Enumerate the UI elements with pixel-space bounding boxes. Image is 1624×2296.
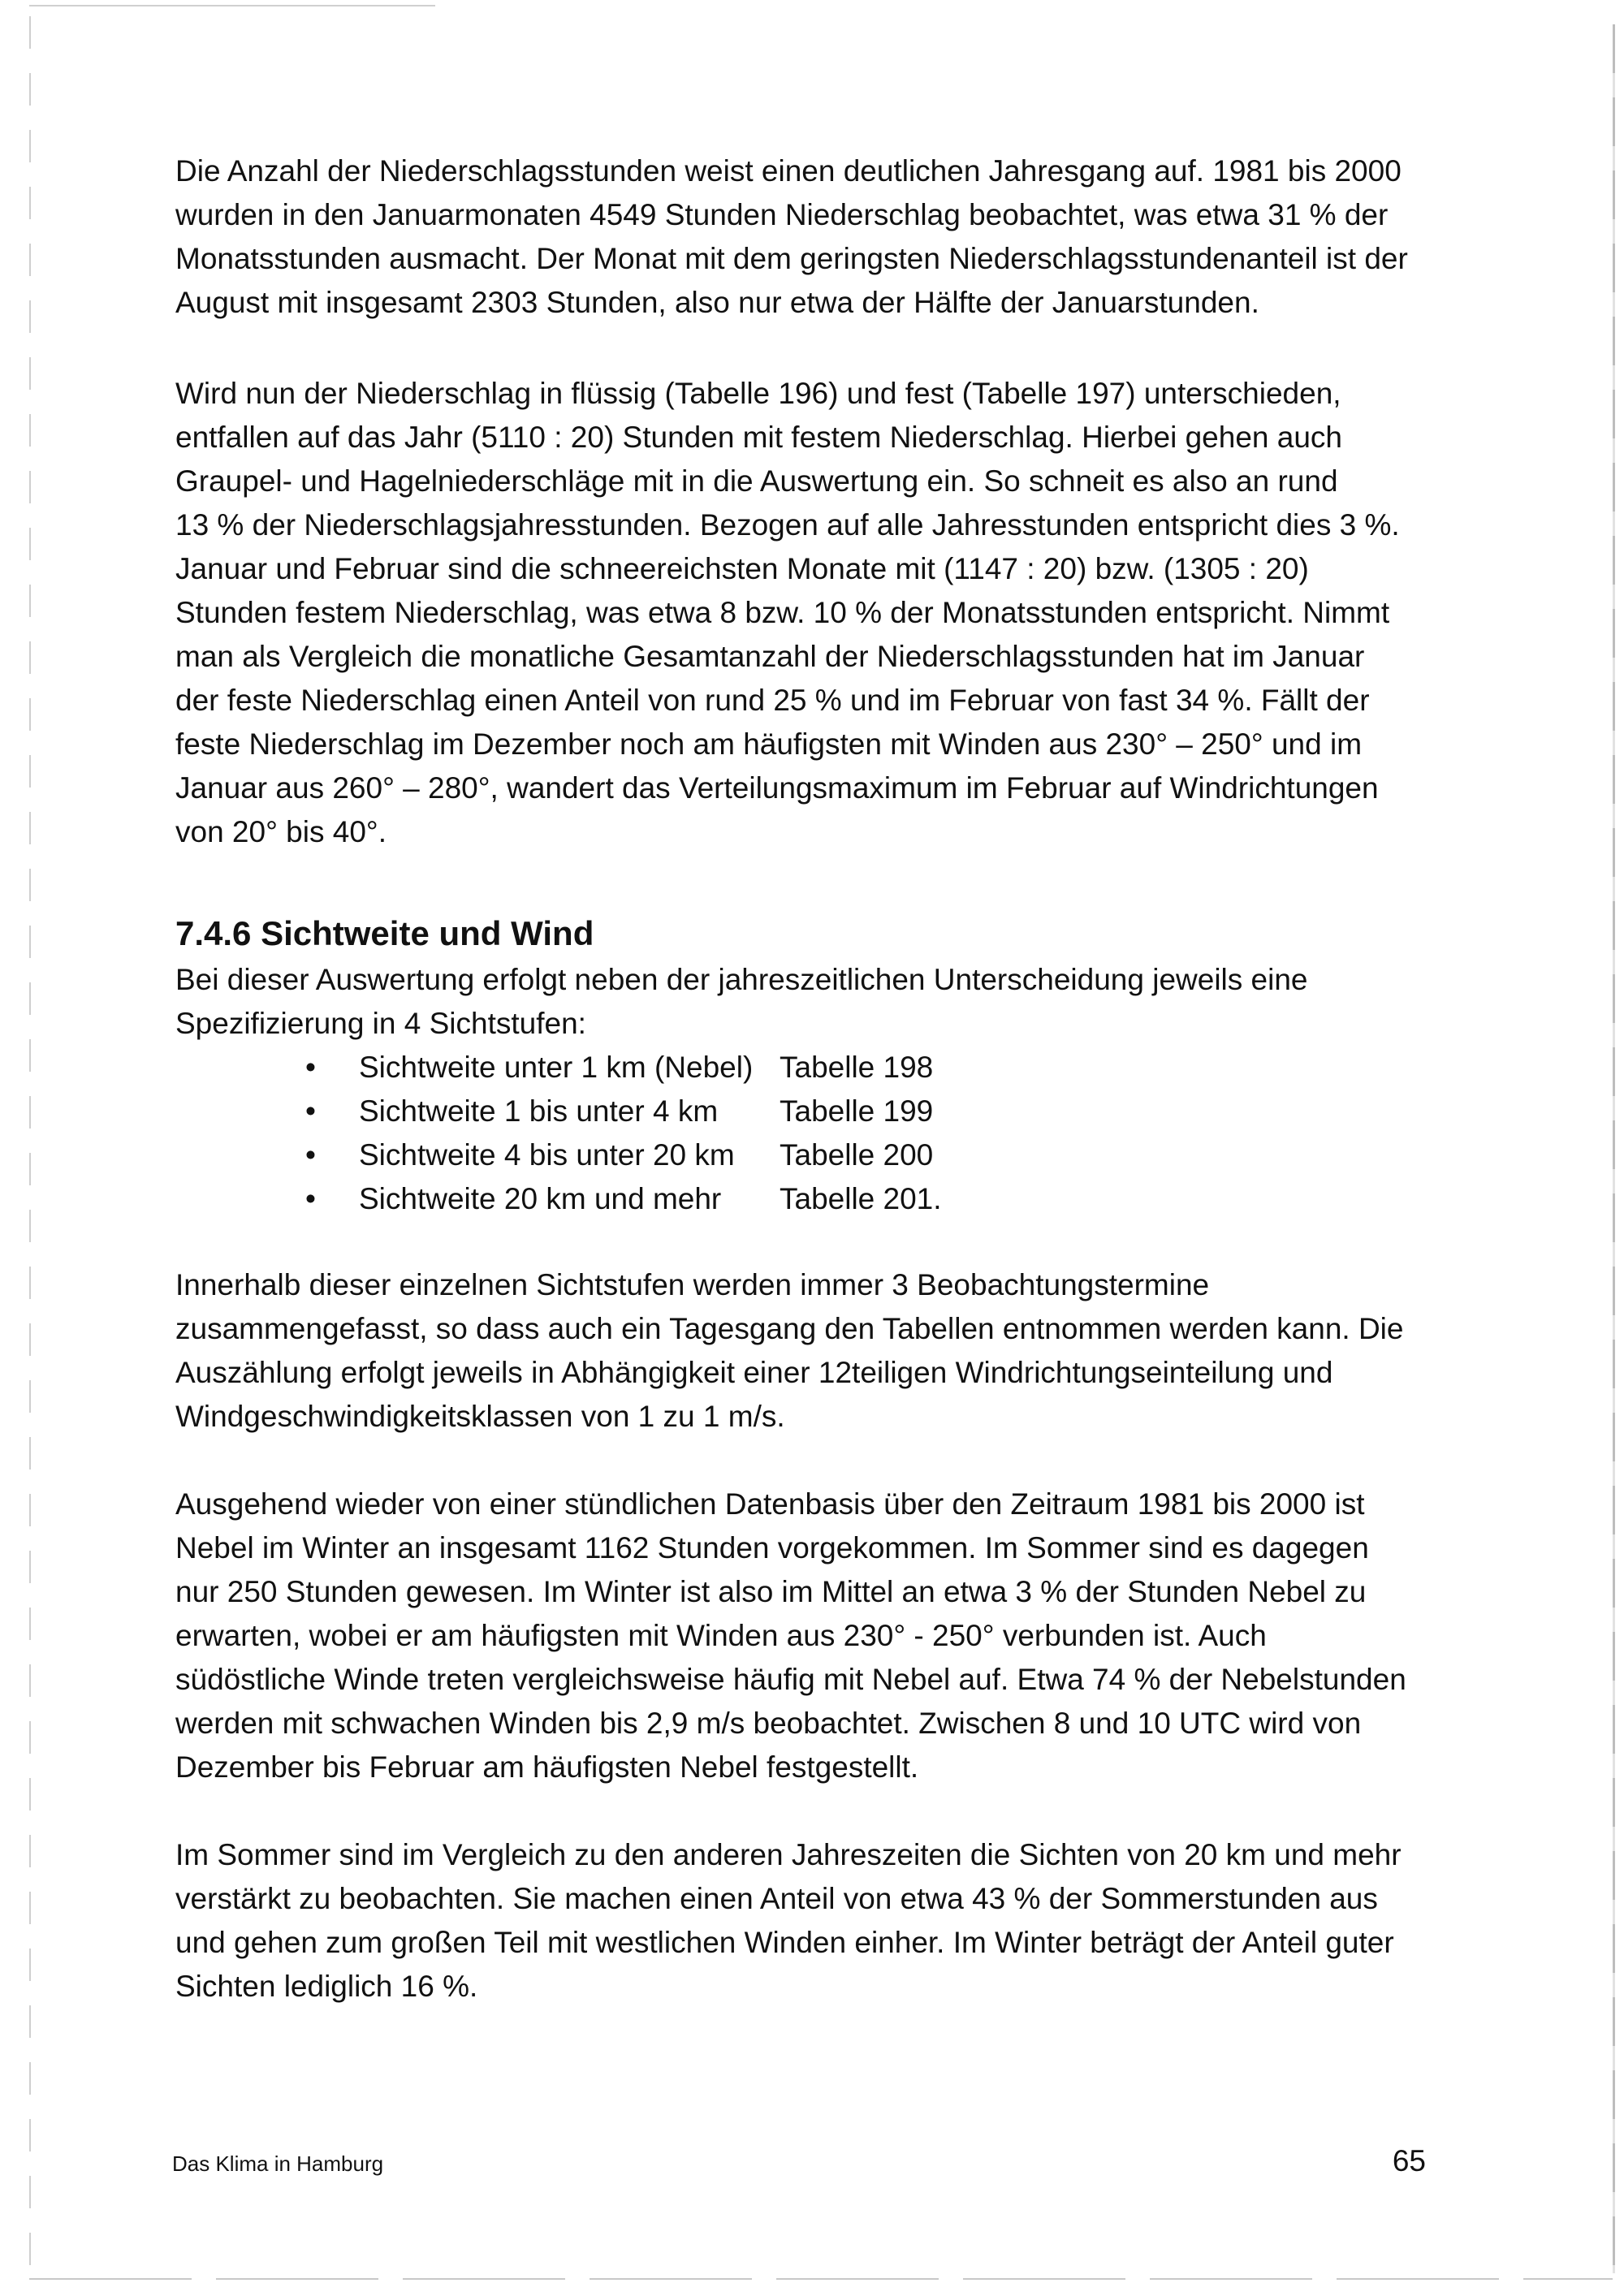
text-line: der feste Niederschlag einen Anteil von rund 25 % und im Februar von fast 34 %. Fällt der bbox=[175, 684, 1370, 717]
text-line: Die Anzahl der Niederschlagsstunden weist einen deutlichen Jahresgang auf. 1981 bis 2000 bbox=[175, 154, 1402, 188]
section-heading: 7.4.6 Sichtweite und Wind bbox=[175, 914, 594, 952]
text-line: von 20° bis 40°. bbox=[175, 815, 387, 848]
text-line: Bei dieser Auswertung erfolgt neben der jahreszeitlichen Unterscheidung jeweils eine bbox=[175, 963, 1308, 996]
text-line: und gehen zum großen Teil mit westlichen Winden einher. Im Winter beträgt der Anteil guter bbox=[175, 1926, 1394, 1959]
text-line: Windgeschwindigkeitsklassen von 1 zu 1 m/s. bbox=[175, 1400, 785, 1433]
bullet-icon: • bbox=[305, 1094, 316, 1128]
visibility-class-list bbox=[300, 1046, 942, 1221]
text-line: Innerhalb dieser einzelnen Sichtstufen werden immer 3 Beobachtungstermine bbox=[175, 1268, 1210, 1301]
bullet-icon: • bbox=[305, 1182, 316, 1215]
scan-edge-bottom bbox=[29, 2278, 1613, 2280]
text-line: feste Niederschlag im Dezember noch am häufigsten mit Winden aus 230° – 250° und im bbox=[175, 727, 1363, 761]
text-line: Ausgehend wieder von einer stündlichen Datenbasis über den Zeitraum 1981 bis 2000 ist bbox=[175, 1487, 1365, 1521]
text-line: Im Sommer sind im Vergleich zu den anderen Jahreszeiten die Sichten von 20 km und mehr bbox=[175, 1838, 1402, 1871]
text-line: Graupel- und Hagelniederschläge mit in die Auswertung ein. So schneit es also an rund bbox=[175, 464, 1338, 498]
text-line: man als Vergleich die monatliche Gesamtanzahl der Niederschlagsstunden hat im Januar bbox=[175, 640, 1365, 673]
text-line: südöstliche Winde treten vergleichsweise häufig mit Nebel auf. Etwa 74 % der Nebelstunden bbox=[175, 1663, 1406, 1696]
text-line: Spezifizierung in 4 Sichtstufen: bbox=[175, 1007, 586, 1040]
text-line: Monatsstunden ausmacht. Der Monat mit dem geringsten Niederschlagsstundenanteil ist der bbox=[175, 242, 1408, 275]
text-line: Sichten lediglich 16 %. bbox=[175, 1970, 478, 2003]
paragraph-fog bbox=[175, 1482, 1424, 1789]
page-number: 65 bbox=[1392, 2144, 1426, 2177]
list-item bbox=[300, 1090, 942, 1133]
text-line: nur 250 Stunden gewesen. Im Winter ist also im Mittel an etwa 3 % der Stunden Nebel zu bbox=[175, 1575, 1367, 1608]
bullet-icon: • bbox=[305, 1051, 316, 1084]
bullet-icon: • bbox=[305, 1138, 316, 1172]
list-item-table-ref: Tabelle 201. bbox=[780, 1182, 942, 1215]
paragraph-precipitation-hours bbox=[175, 149, 1424, 325]
list-item-label: Sichtweite 20 km und mehr bbox=[359, 1182, 722, 1215]
list-item-label: Sichtweite unter 1 km (Nebel) bbox=[359, 1051, 754, 1084]
text-line: zusammengefasst, so dass auch ein Tagesgang den Tabellen entnommen werden kann. Die bbox=[175, 1312, 1404, 1345]
list-item bbox=[300, 1046, 942, 1090]
text-line: August mit insgesamt 2303 Stunden, also nur etwa der Hälfte der Januarstunden. bbox=[175, 286, 1259, 319]
text-line: Auszählung erfolgt jeweils in Abhängigkeit einer 12teiligen Windrichtungseinteilung und bbox=[175, 1356, 1333, 1389]
list-item-label: Sichtweite 1 bis unter 4 km bbox=[359, 1094, 719, 1128]
scan-edge-right bbox=[1613, 24, 1615, 2273]
text-line: 13 % der Niederschlagsjahresstunden. Bezogen auf alle Jahresstunden entspricht dies 3 %. bbox=[175, 508, 1400, 542]
paragraph-observation-terms bbox=[175, 1263, 1424, 1439]
text-line: verstärkt zu beobachten. Sie machen einen Anteil von etwa 43 % der Sommerstunden aus bbox=[175, 1882, 1378, 1915]
list-item bbox=[300, 1133, 942, 1177]
text-line: Stunden festem Niederschlag, was etwa 8 bzw. 10 % der Monatsstunden entspricht. Nimmt bbox=[175, 596, 1390, 629]
list-item-table-ref: Tabelle 198 bbox=[780, 1051, 934, 1084]
paragraph-visibility-intro bbox=[175, 958, 1424, 1046]
text-line: Januar und Februar sind die schneereichsten Monate mit (1147 : 20) bzw. (1305 : 20) bbox=[175, 552, 1309, 585]
list-item-table-ref: Tabelle 199 bbox=[780, 1094, 934, 1128]
text-line: erwarten, wobei er am häufigsten mit Winden aus 230° - 250° verbunden ist. Auch bbox=[175, 1619, 1267, 1652]
text-line: entfallen auf das Jahr (5110 : 20) Stunden mit festem Niederschlag. Hierbei gehen auch bbox=[175, 421, 1343, 454]
paragraph-solid-precipitation bbox=[175, 372, 1424, 854]
list-item bbox=[300, 1177, 942, 1221]
list-item-table-ref: Tabelle 200 bbox=[780, 1138, 934, 1172]
text-line: wurden in den Januarmonaten 4549 Stunden Niederschlag beobachtet, was etwa 31 % der bbox=[175, 198, 1389, 231]
text-line: Dezember bis Februar am häufigsten Nebel festgestellt. bbox=[175, 1750, 919, 1784]
text-line: werden mit schwachen Winden bis 2,9 m/s beobachtet. Zwischen 8 und 10 UTC wird von bbox=[175, 1707, 1362, 1740]
text-line: Nebel im Winter an insgesamt 1162 Stunden vorgekommen. Im Sommer sind es dagegen bbox=[175, 1531, 1369, 1564]
text-line: Wird nun der Niederschlag in flüssig (Tabelle 196) und fest (Tabelle 197) unterschieden, bbox=[175, 377, 1341, 410]
list-item-label: Sichtweite 4 bis unter 20 km bbox=[359, 1138, 735, 1172]
scan-edge-top bbox=[29, 5, 435, 6]
paragraph-summer-visibility bbox=[175, 1833, 1424, 2009]
text-line: Januar aus 260° – 280°, wandert das Verteilungsmaximum im Februar auf Windrichtungen bbox=[175, 771, 1379, 805]
scan-edge-left bbox=[29, 16, 31, 2273]
footer-title: Das Klima in Hamburg bbox=[172, 2151, 384, 2176]
